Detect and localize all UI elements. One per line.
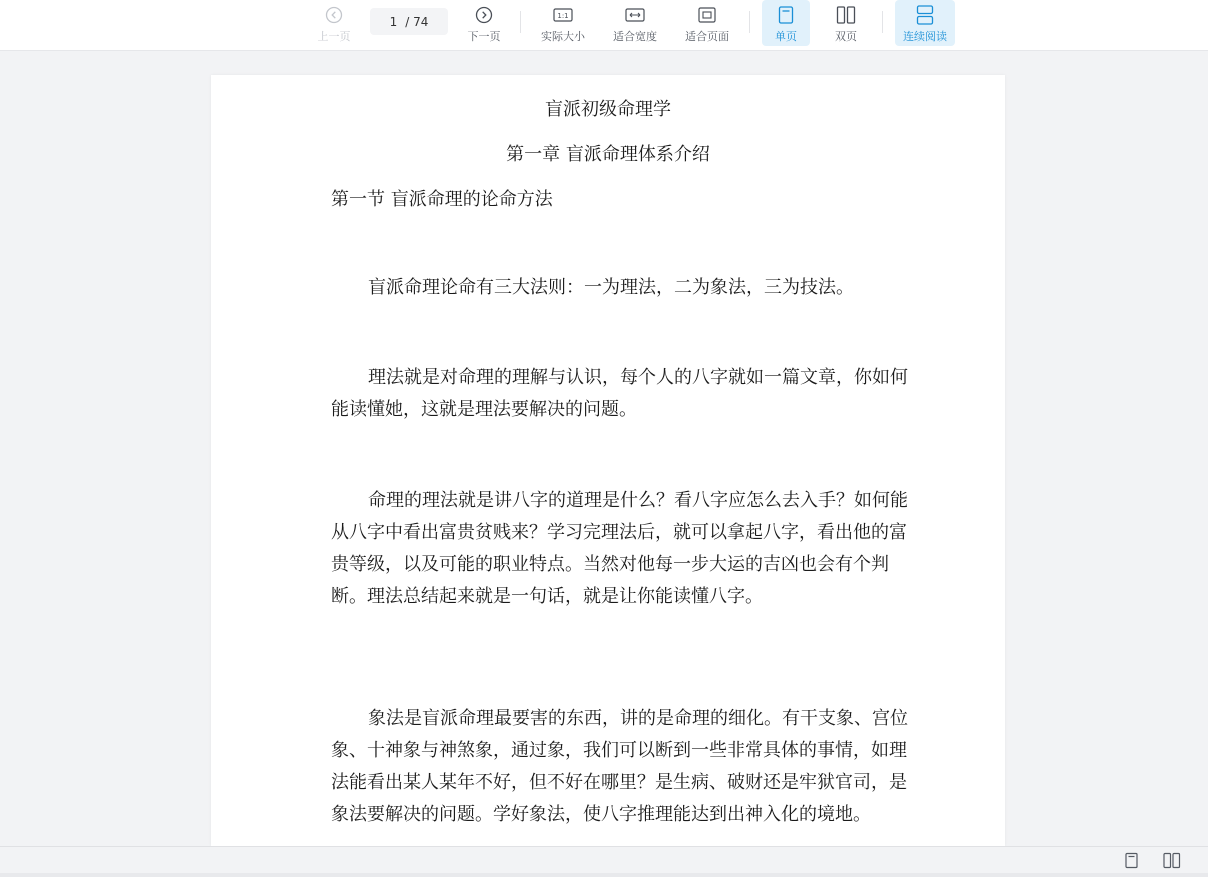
actual-size-button[interactable] [535, 0, 591, 46]
chapter-heading: 第一章 盲派命理体系介绍 [506, 144, 710, 165]
fit-page-label: 适合页面 [685, 30, 729, 43]
double-page-label: 双页 [835, 30, 857, 43]
paragraph: 盲派命理论命有三大法则：一为理法，二为象法，三为技法。 [368, 277, 854, 298]
fit-width-button[interactable] [607, 0, 663, 46]
double-page-icon [835, 5, 857, 25]
next-page-label: 下一页 [467, 30, 501, 43]
actual-size-label: 实际大小 [541, 30, 585, 43]
single-page-icon[interactable] [1124, 852, 1142, 870]
paragraph: 理法就是对命理的理解与认识，每个人的八字就如一篇文章，你如何能读懂她，这就是理法要解决的问题。 [331, 367, 908, 420]
page-number-input[interactable] [370, 8, 448, 35]
current-page-number[interactable]: 1 [389, 14, 398, 29]
chevron-left-circle-icon [323, 5, 345, 25]
fit-page-button[interactable] [679, 0, 735, 46]
double-page-icon[interactable] [1162, 852, 1184, 870]
double-page-button[interactable] [822, 0, 870, 46]
next-page-button[interactable] [461, 0, 507, 46]
document-title: 盲派初级命理学 [545, 99, 671, 120]
single-page-icon [775, 5, 797, 25]
section-heading: 第一节 盲派命理的论命方法 [331, 189, 553, 210]
status-bar [0, 846, 1208, 873]
single-page-button[interactable] [762, 0, 810, 46]
prev-page-button[interactable] [311, 0, 357, 46]
chevron-right-circle-icon [473, 5, 495, 25]
document-page [211, 75, 1005, 846]
toolbar-divider [749, 11, 750, 33]
actual-size-icon-text: 1:1 [557, 12, 569, 20]
toolbar-divider [882, 11, 883, 33]
continuous-scroll-icon [914, 5, 936, 25]
total-pages: / 74 [405, 14, 429, 29]
single-page-label: 单页 [775, 30, 797, 43]
viewer-toolbar [0, 0, 1208, 51]
fit-page-icon [696, 5, 718, 25]
fit-width-icon [624, 5, 646, 25]
fit-width-label: 适合宽度 [613, 30, 657, 43]
prev-page-label: 上一页 [317, 30, 351, 43]
actual-size-icon [552, 5, 574, 25]
continuous-reading-label: 连续阅读 [903, 30, 947, 43]
window-bottom-edge [0, 873, 1208, 877]
paragraph: 象法是盲派命理最要害的东西，讲的是命理的细化。有干支象、宫位象、十神象与神煞象，通过象，我们可以断到一些非常具体的事情，如理法能看出某人某年不好，但不好在哪里？是生病、破财还是牢狱官司，是象法要解决的问题。学好象法，使八字推理能达到出神入化的境地。 [331, 708, 908, 825]
toolbar-divider [520, 11, 521, 33]
continuous-reading-button[interactable] [895, 0, 955, 46]
paragraph: 命理的理法就是讲八字的道理是什么？看八字应怎么去入手？如何能从八字中看出富贵贫贱来？学习完理法后，就可以拿起八字，看出他的富贵等级，以及可能的职业特点。当然对他每一步大运的吉凶也会有个判断。理法总结起来就是一句话，就是让你能读懂八字。 [331, 490, 908, 607]
